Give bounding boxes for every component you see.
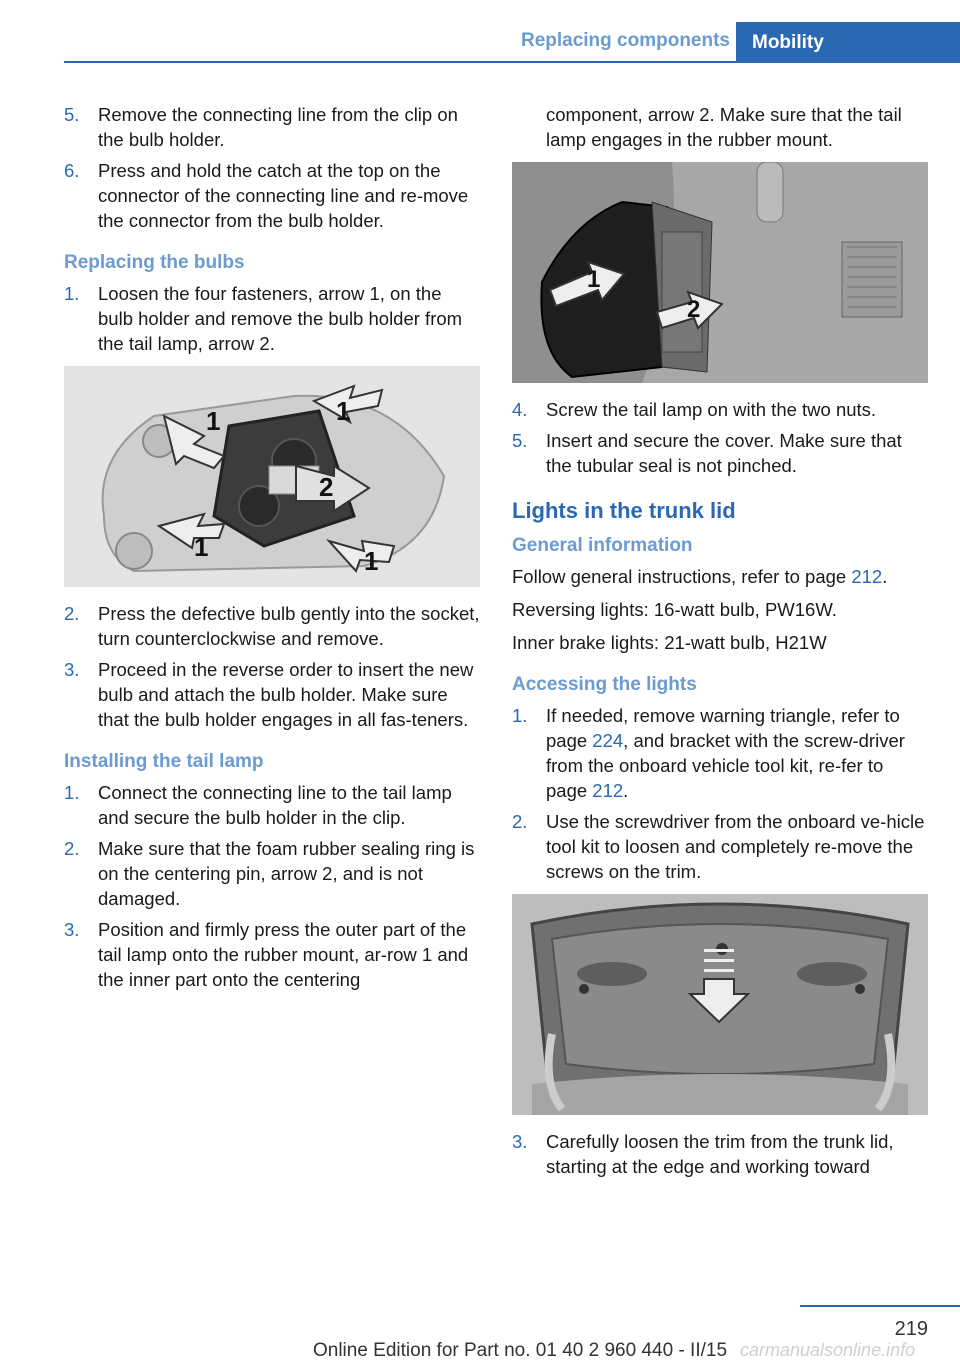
list-item (64, 601, 480, 651)
trunk-lid-illustration (512, 894, 928, 1115)
step-number: 3. (64, 659, 80, 680)
step-number: 2. (64, 838, 80, 859)
figure-callout-label: 1 (206, 406, 221, 436)
step-text: . (623, 780, 629, 801)
edition-footer: Online Edition for Part no. 01 40 2 960 440 - II/15 (312, 1340, 728, 1361)
heading-accessing-lights: Accessing the lights (512, 674, 697, 695)
bulb-holder-figure (64, 366, 480, 587)
step-text: Remove the connecting line from the clip on the bulb holder. (98, 104, 458, 150)
figure-callout-label: 1 (364, 546, 379, 576)
step-text: Loosen the four fasteners, arrow 1, on the bulb holder and remove the bulb holder from the tail lamp, arrow 2. (98, 283, 463, 354)
step-text: component, arrow 2. Make sure that the tail lamp engages in the rubber mount. (546, 104, 902, 150)
list-item (512, 703, 928, 803)
list-item (512, 1129, 928, 1179)
heading-replacing-bulbs: Replacing the bulbs (64, 252, 245, 273)
step-text: Make sure that the foam rubber sealing ring is on the centering pin, arrow 2, and is not damaged. (98, 838, 475, 909)
list-item (64, 158, 480, 233)
footer-rule (800, 1305, 960, 1307)
step-number: 1. (64, 782, 80, 803)
step-number: 2. (512, 811, 528, 832)
list-item (64, 836, 480, 911)
bulb-holder-illustration (64, 366, 480, 587)
list-item (512, 428, 928, 478)
heading-installing-tail-lamp: Installing the tail lamp (64, 751, 264, 772)
list-item (64, 780, 480, 830)
reversing-lights-text: Reversing lights: 16-watt bulb, PW16W. (512, 599, 837, 620)
step-number: 5. (512, 430, 528, 451)
trunk-lid-figure (512, 894, 928, 1115)
step-number: 3. (512, 1131, 528, 1152)
step-number: 6. (64, 160, 80, 181)
list-item (512, 397, 928, 422)
list-item (512, 809, 928, 884)
step-text: Connect the connecting line to the tail lamp and secure the bulb holder in the clip. (98, 782, 452, 828)
page-number: 219 (894, 1318, 928, 1340)
general-text-end: . (882, 566, 888, 587)
header-chapter-tab: Mobility (736, 22, 960, 62)
heading-general-information: General information (512, 535, 693, 556)
step-number: 1. (64, 283, 80, 304)
step-number: 2. (64, 603, 80, 624)
page-reference-link[interactable]: 212 (851, 566, 883, 587)
list-item (64, 917, 480, 992)
heading-trunk-lid-lights: Lights in the trunk lid (512, 498, 736, 523)
figure-callout-label: 1 (194, 532, 209, 562)
general-instructions-text (512, 564, 928, 589)
list-item (64, 102, 480, 152)
watermark: carmanualsonline.info (740, 1340, 916, 1360)
list-item (64, 657, 480, 732)
figure-callout-label: 2 (687, 296, 701, 323)
general-text: Follow general instructions, refer to page (512, 566, 852, 587)
header-section-title: Replacing components (520, 30, 730, 51)
step-number: 4. (512, 399, 528, 420)
step-text: , and bracket with the screw-driver from the onboard vehicle tool kit, re-fer to page (546, 730, 905, 801)
list-item-continued (512, 102, 928, 152)
page-reference-link[interactable]: 224 (592, 730, 624, 751)
list-item (64, 281, 480, 356)
step-number: 3. (64, 919, 80, 940)
figure-callout-label: 1 (336, 396, 351, 426)
tail-lamp-figure (512, 162, 928, 383)
page-reference-link[interactable]: 212 (592, 780, 624, 801)
step-number: 1. (512, 705, 528, 726)
step-text: Proceed in the reverse order to insert the new bulb and attach the bulb holder. Make sure that the bulb holder engages in all fas-teners. (98, 659, 474, 730)
step-text: Position and firmly press the outer part of the tail lamp onto the rubber mount, ar-row 1 and the inner part onto the centering (98, 919, 469, 990)
left-column (64, 102, 480, 998)
right-column (512, 102, 928, 1185)
figure-callout-label: 1 (587, 266, 601, 293)
step-text: Carefully loosen the trim from the trunk lid, starting at the edge and working toward (546, 1131, 894, 1177)
page-header (0, 0, 960, 62)
brake-lights-text: Inner brake lights: 21-watt bulb, H21W (512, 632, 827, 653)
step-text: Press and hold the catch at the top on the connector of the connecting line and re-move the connector from the bulb holder. (98, 160, 469, 231)
tail-lamp-illustration (512, 162, 928, 383)
step-text: Press the defective bulb gently into the socket, turn counterclockwise and remove. (98, 603, 480, 649)
step-text: If needed, remove warning triangle, refer to page (546, 705, 900, 751)
step-text: Use the screwdriver from the onboard ve-hicle tool kit to loosen and completely re-move the screws on the trim. (546, 811, 925, 882)
header-rule (64, 61, 960, 63)
step-text: Screw the tail lamp on with the two nuts. (546, 399, 877, 420)
figure-callout-label: 2 (319, 472, 334, 502)
step-text: Insert and secure the cover. Make sure that the tubular seal is not pinched. (546, 430, 902, 476)
step-number: 5. (64, 104, 80, 125)
